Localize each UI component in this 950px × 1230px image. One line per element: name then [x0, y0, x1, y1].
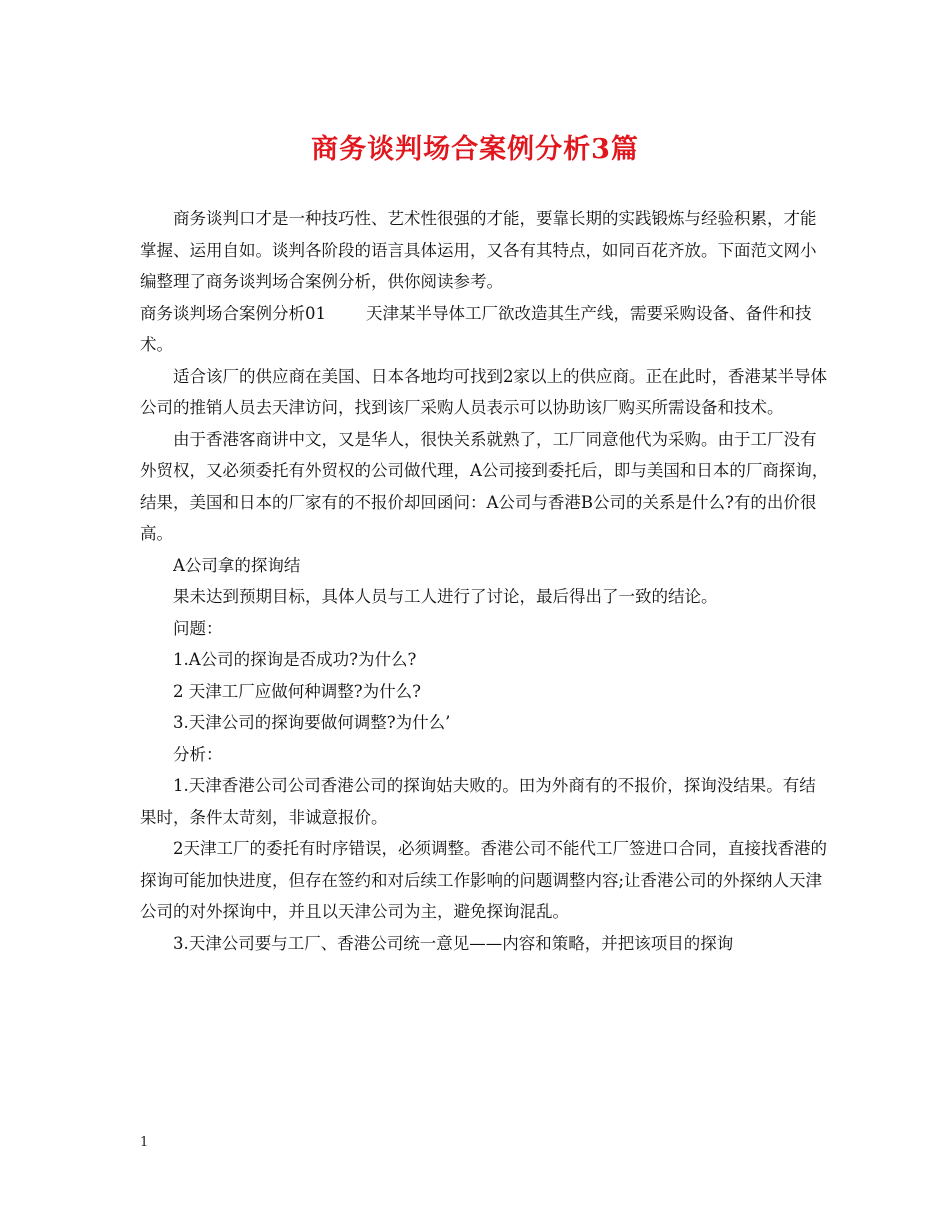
- body-paragraph-inquiry-result-a: A公司拿的探询结: [173, 555, 301, 575]
- page-number: 1: [140, 1135, 149, 1150]
- analysis-1: 1.天津香港公司公司香港公司的探询姑夫败的。田为外商有的不报价，探询没结果。有结果时，条件太苛刻，非诚意报价。: [140, 776, 816, 827]
- body-paragraph-supplier: 适合该厂的供应商在美国、日本各地均可找到2家以上的供应商。正在此时，香港某半导体公司的推销人员去天津访问，找到该厂采购人员表示可以协助该厂购买所需设备和技术。: [140, 366, 827, 417]
- body-paragraph-inquiry-result-b: 果未达到预期目标，具体人员与工人进行了讨论，最后得出了一致的结论。: [173, 587, 718, 606]
- analysis-heading: 分析：: [173, 744, 223, 764]
- question-2: 2 天津工厂应做何种调整?为什么?: [173, 681, 421, 701]
- analysis-3: 3.天津公司要与工厂、香港公司统一意见——内容和策略，并把该项目的探询: [173, 933, 734, 953]
- questions-heading: 问题：: [173, 618, 223, 638]
- case-heading: 商务谈判场合案例分析01: [140, 303, 326, 323]
- document-title: 商务谈判场合案例分析3篇: [311, 134, 639, 165]
- document-body: [140, 203, 830, 959]
- case-heading-line: [140, 298, 830, 361]
- analysis-2: 2天津工厂的委托有时序错误，必须调整。香港公司不能代工厂签进口合同，直接找香港的探询可能加快进度，但存在签约和对后续工作影响的问题调整内容;让香港公司的外探纳人天津公司的对外探询中，并且以天津公司为主，避免探询混乱。: [140, 839, 827, 921]
- question-3: 3.天津公司的探询要做何调整?为什么’: [173, 713, 451, 732]
- body-paragraph-agent: 由于香港客商讲中文，又是华人，很快关系就熟了，工厂同意他代为采购。由于工厂没有外贸权，又必须委托有外贸权的公司做代理，A公司接到委托后，即与美国和日本的厂商探询，结果，美国和日本的厂家有的不报价却回函问：A公司与香港B公司的关系是什么?有的出价很高。: [140, 429, 829, 543]
- case-intro: 天津某半导体工厂欲改造其生产线，需要采购设备、备件和技术。: [140, 303, 812, 354]
- question-1: 1.A公司的探询是否成功?为什么?: [173, 650, 417, 669]
- intro-paragraph: 商务谈判口才是一种技巧性、艺术性很强的才能，要靠长期的实践锻炼与经验积累，才能掌握、运用自如。谈判各阶段的语言具体运用，又各有其特点，如同百花齐放。下面范文网小编整理了商务谈判场合案例分析，供你阅读参考。: [140, 209, 817, 291]
